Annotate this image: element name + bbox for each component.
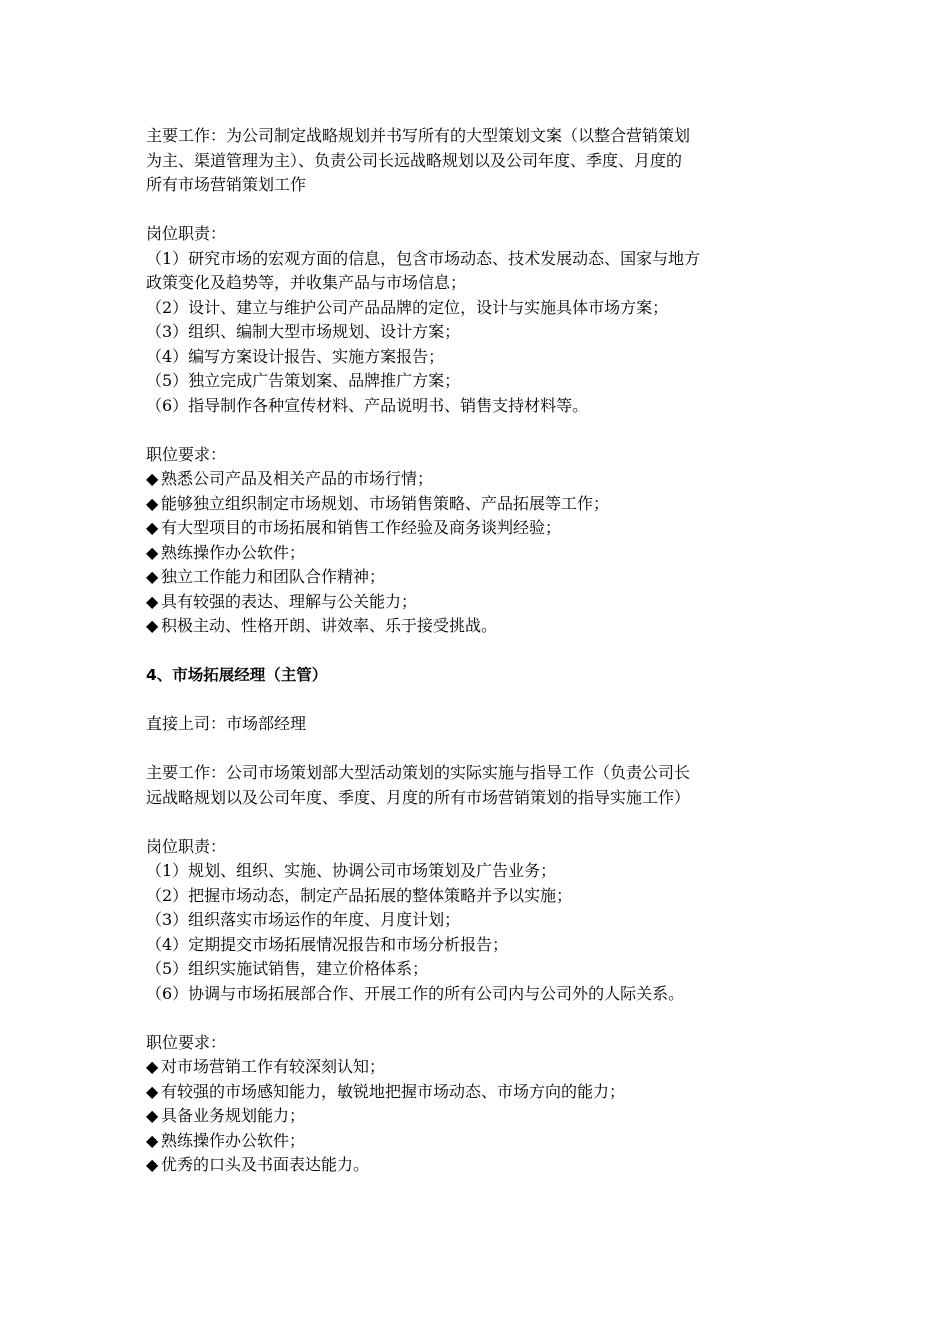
requirement-text: 独立工作能力和团队合作精神； [161,567,386,586]
section3-duties [146,222,826,418]
diamond-bullet-icon: ◆ [146,616,159,635]
duties-title: 岗位职责： [146,836,227,856]
section3-requirements [146,443,826,639]
main-work-line: 为主、渠道管理为主）、负责公司长远战略规划以及公司年度、季度、月度的 [146,150,683,170]
section4-duties [146,835,826,1007]
duty-item: （3）组织落实市场运作的年度、月度计划； [146,910,461,929]
diamond-bullet-icon: ◆ [146,567,159,586]
requirement-item [146,1153,826,1178]
section4-main-work [146,761,826,810]
diamond-bullet-icon: ◆ [146,1130,159,1150]
duties-title: 岗位职责： [146,224,227,243]
requirement-item [146,492,826,517]
requirement-item [146,1129,826,1154]
diamond-bullet-icon: ◆ [146,518,159,537]
duty-item: （1）规划、组织、实施、协调公司市场策划及广告业务； [146,861,557,880]
main-work-line: 主要工作：公司市场策划部大型活动策划的实际实施与指导工作（负责公司长 [146,763,691,782]
requirement-item [146,590,826,615]
duty-item: （2）把握市场动态，制定产品拓展的整体策略并予以实施； [146,885,573,905]
requirement-text: 熟练操作办公软件； [161,542,306,562]
duty-item: 政策变化及趋势等，并收集产品与市场信息； [146,273,467,292]
main-work-line: 主要工作：为公司制定战略规划并书写所有的大型策划文案（以整合营销策划 [146,126,691,145]
section4-heading: 4、市场拓展经理（主管） [146,666,328,684]
diamond-bullet-icon: ◆ [146,542,159,562]
section4-supervisor: 直接上司：市场部经理 [146,714,307,733]
requirement-text: 能够独立组织制定市场规划、市场销售策略、产品拓展等工作； [161,493,610,513]
diamond-bullet-icon: ◆ [146,1081,159,1101]
requirements-title: 职位要求： [146,1032,227,1052]
requirement-item [146,1104,826,1129]
duty-item: （6）协调与市场拓展部合作、开展工作的所有公司内与公司外的人际关系。 [146,983,685,1003]
requirement-item [146,467,826,492]
duty-item: （3）组织、编制大型市场规划、设计方案； [146,322,461,341]
section4-requirements [146,1031,826,1178]
duty-item: （5）组织实施试销售，建立价格体系； [146,959,429,978]
diamond-bullet-icon: ◆ [146,1057,159,1076]
requirement-text: 熟练操作办公软件； [161,1130,306,1150]
requirement-text: 积极主动、性格开朗、讲效率、乐于接受挑战。 [161,616,498,635]
duty-item: （1）研究市场的宏观方面的信息，包含市场动态、技术发展动态、国家与地方 [146,248,701,268]
duty-item: （6）指导制作各种宣传材料、产品说明书、销售支持材料等。 [146,395,589,415]
requirement-text: 具备业务规划能力； [161,1106,306,1125]
diamond-bullet-icon: ◆ [146,493,159,513]
main-work-line: 所有市场营销策划工作 [146,175,307,194]
document-page [146,124,826,1178]
requirements-title: 职位要求： [146,444,227,464]
requirement-item [146,565,826,590]
duty-item: （4）定期提交市场拓展情况报告和市场分析报告； [146,934,509,954]
diamond-bullet-icon: ◆ [146,1106,159,1125]
duty-item: （4）编写方案设计报告、实施方案报告； [146,346,445,366]
requirement-text: 有较强的市场感知能力，敏锐地把握市场动态、市场方向的能力； [161,1081,626,1101]
requirement-item [146,516,826,541]
diamond-bullet-icon: ◆ [146,1155,159,1174]
section3-main-work [146,124,826,198]
requirement-text: 熟悉公司产品及相关产品的市场行情； [161,469,434,488]
duty-item: （2）设计、建立与维护公司产品品牌的定位，设计与实施具体市场方案； [146,297,669,317]
requirement-text: 具有较强的表达、理解与公关能力； [161,591,418,611]
requirement-item [146,541,826,566]
requirement-text: 对市场营销工作有较深刻认知； [161,1057,386,1076]
requirement-item [146,1055,826,1080]
requirement-text: 有大型项目的市场拓展和销售工作经验及商务谈判经验； [161,518,562,537]
diamond-bullet-icon: ◆ [146,591,159,611]
duty-item: （5）独立完成广告策划案、品牌推广方案； [146,371,461,390]
diamond-bullet-icon: ◆ [146,469,159,488]
requirement-item [146,614,826,639]
requirement-item [146,1080,826,1105]
main-work-line: 远战略规划以及公司年度、季度、月度的所有市场营销策划的指导实施工作） [146,787,691,807]
requirement-text: 优秀的口头及书面表达能力。 [161,1155,370,1174]
